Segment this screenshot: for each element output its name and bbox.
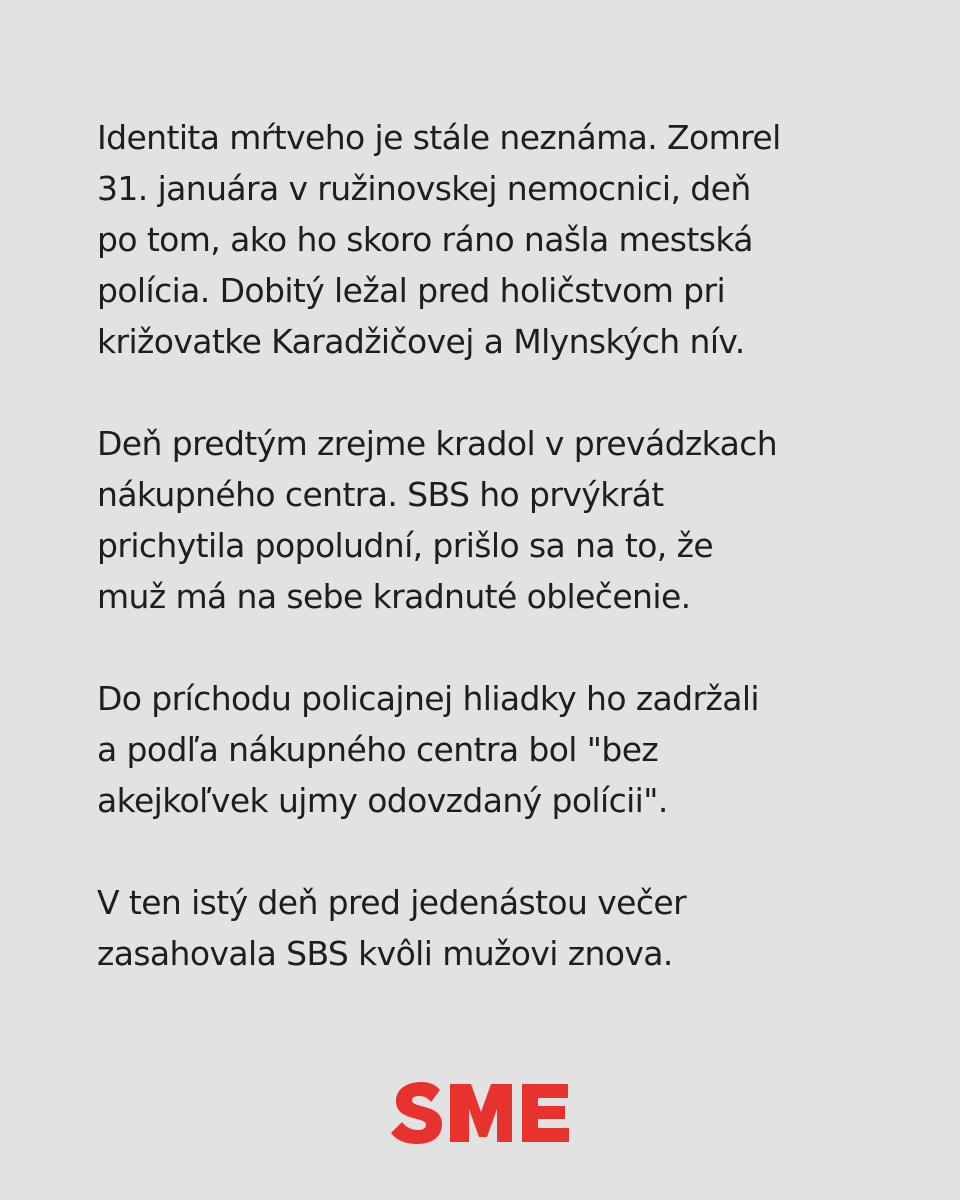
text-line: križovatke Karadžičovej a Mlynských nív. xyxy=(97,322,745,361)
paragraph-identity xyxy=(97,112,897,367)
paragraph-evening xyxy=(97,877,897,979)
text-line: polícia. Dobitý ležal pred holičstvom pri xyxy=(97,271,726,310)
text-line: Do príchodu policajnej hliadky ho zadržali xyxy=(97,679,759,718)
text-line: po tom, ako ho skoro ráno našla mestská xyxy=(97,220,753,259)
sme-logo xyxy=(388,1078,574,1144)
text-line: Identita mŕtveho je stále neznáma. Zomrel xyxy=(97,118,781,157)
text-line: V ten istý deň pred jedenástou večer xyxy=(97,883,687,922)
text-line: muž má na sebe kradnuté oblečenie. xyxy=(97,577,691,616)
paragraph-theft xyxy=(97,418,897,622)
text-line: 31. januára v ružinovskej nemocnici, deň xyxy=(97,169,751,208)
text-line: Deň predtým zrejme kradol v prevádzkach xyxy=(97,424,778,463)
sme-logo-mark xyxy=(388,1078,574,1144)
text-line: a podľa nákupného centra bol "bez xyxy=(97,730,659,769)
paragraph-detention xyxy=(97,673,897,826)
text-line: nákupného centra. SBS ho prvýkrát xyxy=(97,475,664,514)
article-body xyxy=(97,112,897,979)
text-line: prichytila popoludní, prišlo sa na to, že xyxy=(97,526,714,565)
text-line: akejkoľvek ujmy odovzdaný polícii". xyxy=(97,781,668,820)
text-line: zasahovala SBS kvôli mužovi znova. xyxy=(97,934,673,973)
